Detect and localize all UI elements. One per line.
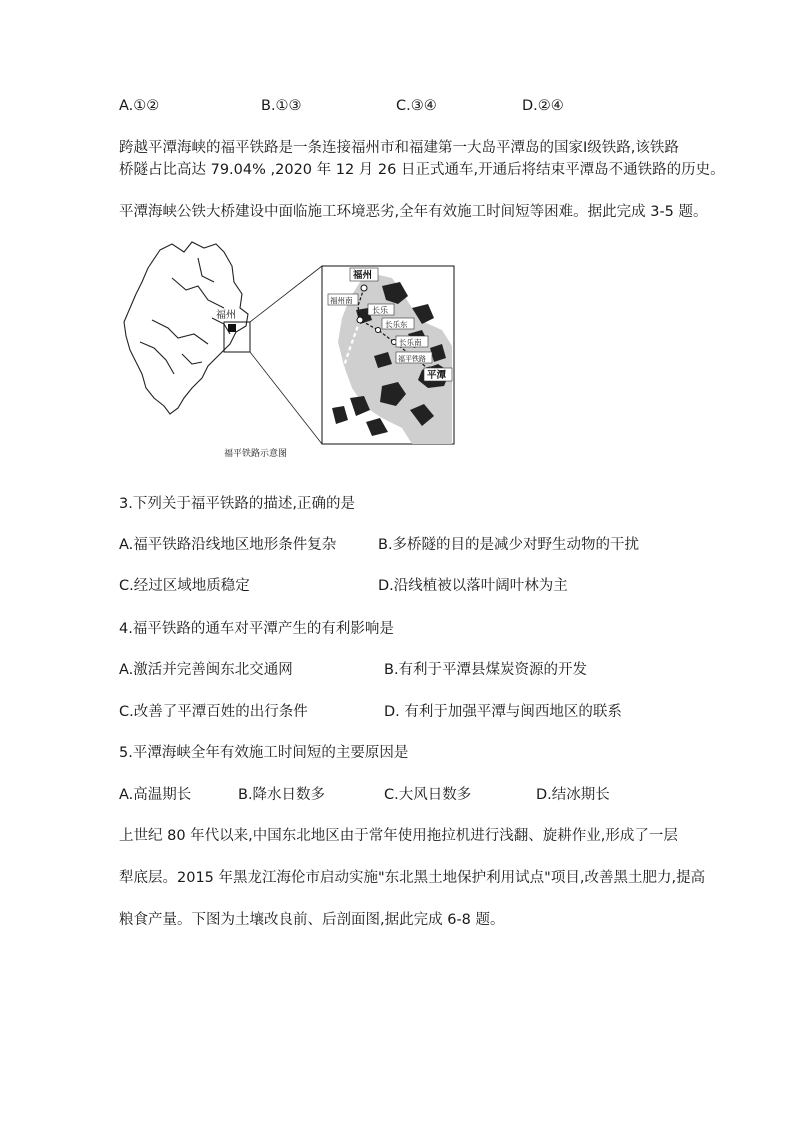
inset-label-changle-east: 长乐东 (385, 320, 408, 329)
closing-line-1: 上世纪 80 年代以来,中国东北地区由于常年使用拖拉机进行浅翻、旋耕作业,形成了一层 (119, 828, 678, 844)
q3-stem: 3.下列关于福平铁路的描述,正确的是 (119, 496, 355, 512)
zoom-line-top (250, 266, 322, 322)
q5-option-c: C.大风日数多 (384, 787, 472, 803)
prev-option-d: D.②④ (522, 98, 564, 114)
intro-line-2: 桥隧占比高达 79.04% ,2020 年 12 月 26 日正式通车,开通后将结束平潭岛不通铁路的历史。 (119, 162, 725, 178)
inset-label-changle: 长乐 (372, 306, 388, 315)
intro-line-1: 跨越平潭海峡的福平铁路是一条连接福州市和福建第一大岛平潭岛的国家Ⅰ级铁路,该铁路 (119, 140, 679, 156)
prev-option-b: B.①③ (261, 98, 302, 114)
q3-option-b: B.多桥隧的目的是减少对野生动物的干扰 (378, 537, 640, 553)
q3-option-c: C.经过区域地质稳定 (119, 578, 250, 594)
zoom-line-bottom (250, 352, 322, 444)
q5-option-d: D.结冰期长 (536, 787, 610, 803)
fuzhou-city-mark (228, 324, 236, 332)
map-caption: 福平铁路示意图 (224, 449, 288, 459)
q4-option-d: D. 有利于加强平潭与闽西地区的联系 (384, 704, 622, 720)
q5-stem: 5.平潭海峡全年有效施工时间短的主要原因是 (119, 745, 409, 761)
fuping-railway-map (112, 238, 462, 466)
inset-label-changle-south: 长乐南 (399, 338, 422, 347)
prev-option-c: C.③④ (396, 98, 437, 114)
inset-label-fuzhou: 福州 (353, 270, 373, 281)
q4-option-a: A.激活并完善闽东北交通网 (119, 662, 293, 678)
inset-label-fuping-railway: 福平铁路 (398, 355, 426, 363)
inset-label-pingtan: 平潭 (427, 370, 447, 381)
q4-stem: 4.福平铁路的通车对平潭产生的有利影响是 (119, 621, 394, 637)
prev-option-a: A.①② (119, 98, 160, 114)
closing-line-2: 犁底层。2015 年黑龙江海伦市启动实施"东北黑土地保护利用试点"项目,改善黑土肥力,提高 (119, 870, 706, 886)
q5-option-b: B.降水日数多 (238, 787, 326, 803)
q5-option-a: A.高温期长 (119, 787, 192, 803)
q3-option-d: D.沿线植被以落叶阔叶林为主 (378, 578, 568, 594)
inset-label-fuzhou-south: 福州南 (330, 296, 353, 305)
intro-line-3: 平潭海峡公铁大桥建设中面临施工环境恶劣,全年有效施工时间短等困难。据此完成 3-5 题。 (119, 204, 708, 220)
closing-line-3: 粮食产量。下图为土壤改良前、后剖面图,据此完成 6-8 题。 (119, 912, 505, 928)
inset-map (322, 266, 454, 444)
province-fuzhou-label: 福州 (216, 310, 236, 321)
q4-option-c: C.改善了平潭百姓的出行条件 (119, 704, 308, 720)
q3-option-a: A.福平铁路沿线地区地形条件复杂 (119, 537, 337, 553)
q4-option-b: B.有利于平潭县煤炭资源的开发 (384, 662, 588, 678)
